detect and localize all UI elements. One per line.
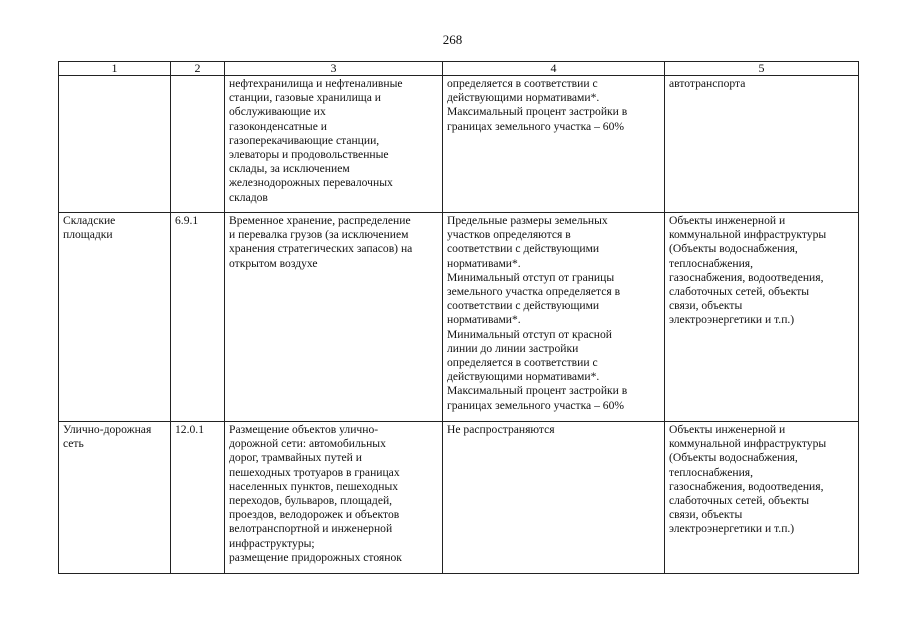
cell-use-name: [59, 76, 171, 213]
zoning-table: [58, 61, 859, 574]
cell-description: Временное хранение, распределение и перевалка грузов (за исключением хранения стратегических запасов) на открытом воздухе: [225, 213, 443, 422]
header-col-1: 1: [59, 62, 171, 76]
cell-auxiliary-uses: автотранспорта: [665, 76, 859, 213]
header-col-4: 4: [443, 62, 665, 76]
table-row: [59, 422, 859, 574]
header-col-2: 2: [171, 62, 225, 76]
table-row: [59, 76, 859, 213]
table-row: [59, 213, 859, 422]
cell-auxiliary-uses: Объекты инженерной и коммунальной инфраструктуры (Объекты водоснабжения, теплоснабжения, газоснабжения, водоотведения, слаботочных сетей, объекты связи, объекты электроэнергетики и т.п.): [665, 422, 859, 574]
header-col-5: 5: [665, 62, 859, 76]
cell-use-name: Улично-дорожная сеть: [59, 422, 171, 574]
cell-use-name: Складские площадки: [59, 213, 171, 422]
cell-parameters: определяется в соответствии с действующими нормативами*. Максимальный процент застройки в границах земельного участка – 60%: [443, 76, 665, 213]
header-col-3: 3: [225, 62, 443, 76]
cell-code: [171, 76, 225, 213]
cell-description: нефтехранилища и нефтеналивные станции, газовые хранилища и обслуживающие их газоконденсатные и газоперекачивающие станции, элеваторы и продовольственные склады, за исключением железнодорожных перевалочных складов: [225, 76, 443, 213]
cell-code: 12.0.1: [171, 422, 225, 574]
cell-code: 6.9.1: [171, 213, 225, 422]
cell-parameters: Не распространяются: [443, 422, 665, 574]
page-number: 268: [442, 32, 463, 47]
cell-description: Размещение объектов улично- дорожной сети: автомобильных дорог, трамвайных путей и пешеходных тротуаров в границах населенных пунктов, пешеходных переходов, бульваров, площадей, проездов, велодорожек и объектов велотранспортной и инженерной инфраструктуры; размещение придорожных стоянок: [225, 422, 443, 574]
cell-auxiliary-uses: Объекты инженерной и коммунальной инфраструктуры (Объекты водоснабжения, теплоснабжения, газоснабжения, водоотведения, слаботочных сетей, объекты связи, объекты электроэнергетики и т.п.): [665, 213, 859, 422]
cell-parameters: Предельные размеры земельных участков определяются в соответствии с действующими нормативами*. Минимальный отступ от границы земельного участка определяется в соответствии с действующими нормативами*. Минимальный отступ от красной линии до линии застройки определяется в соответствии с действующими нормативами*. Максимальный процент застройки в границах земельного участка – 60%: [443, 213, 665, 422]
header-row: [59, 62, 859, 76]
